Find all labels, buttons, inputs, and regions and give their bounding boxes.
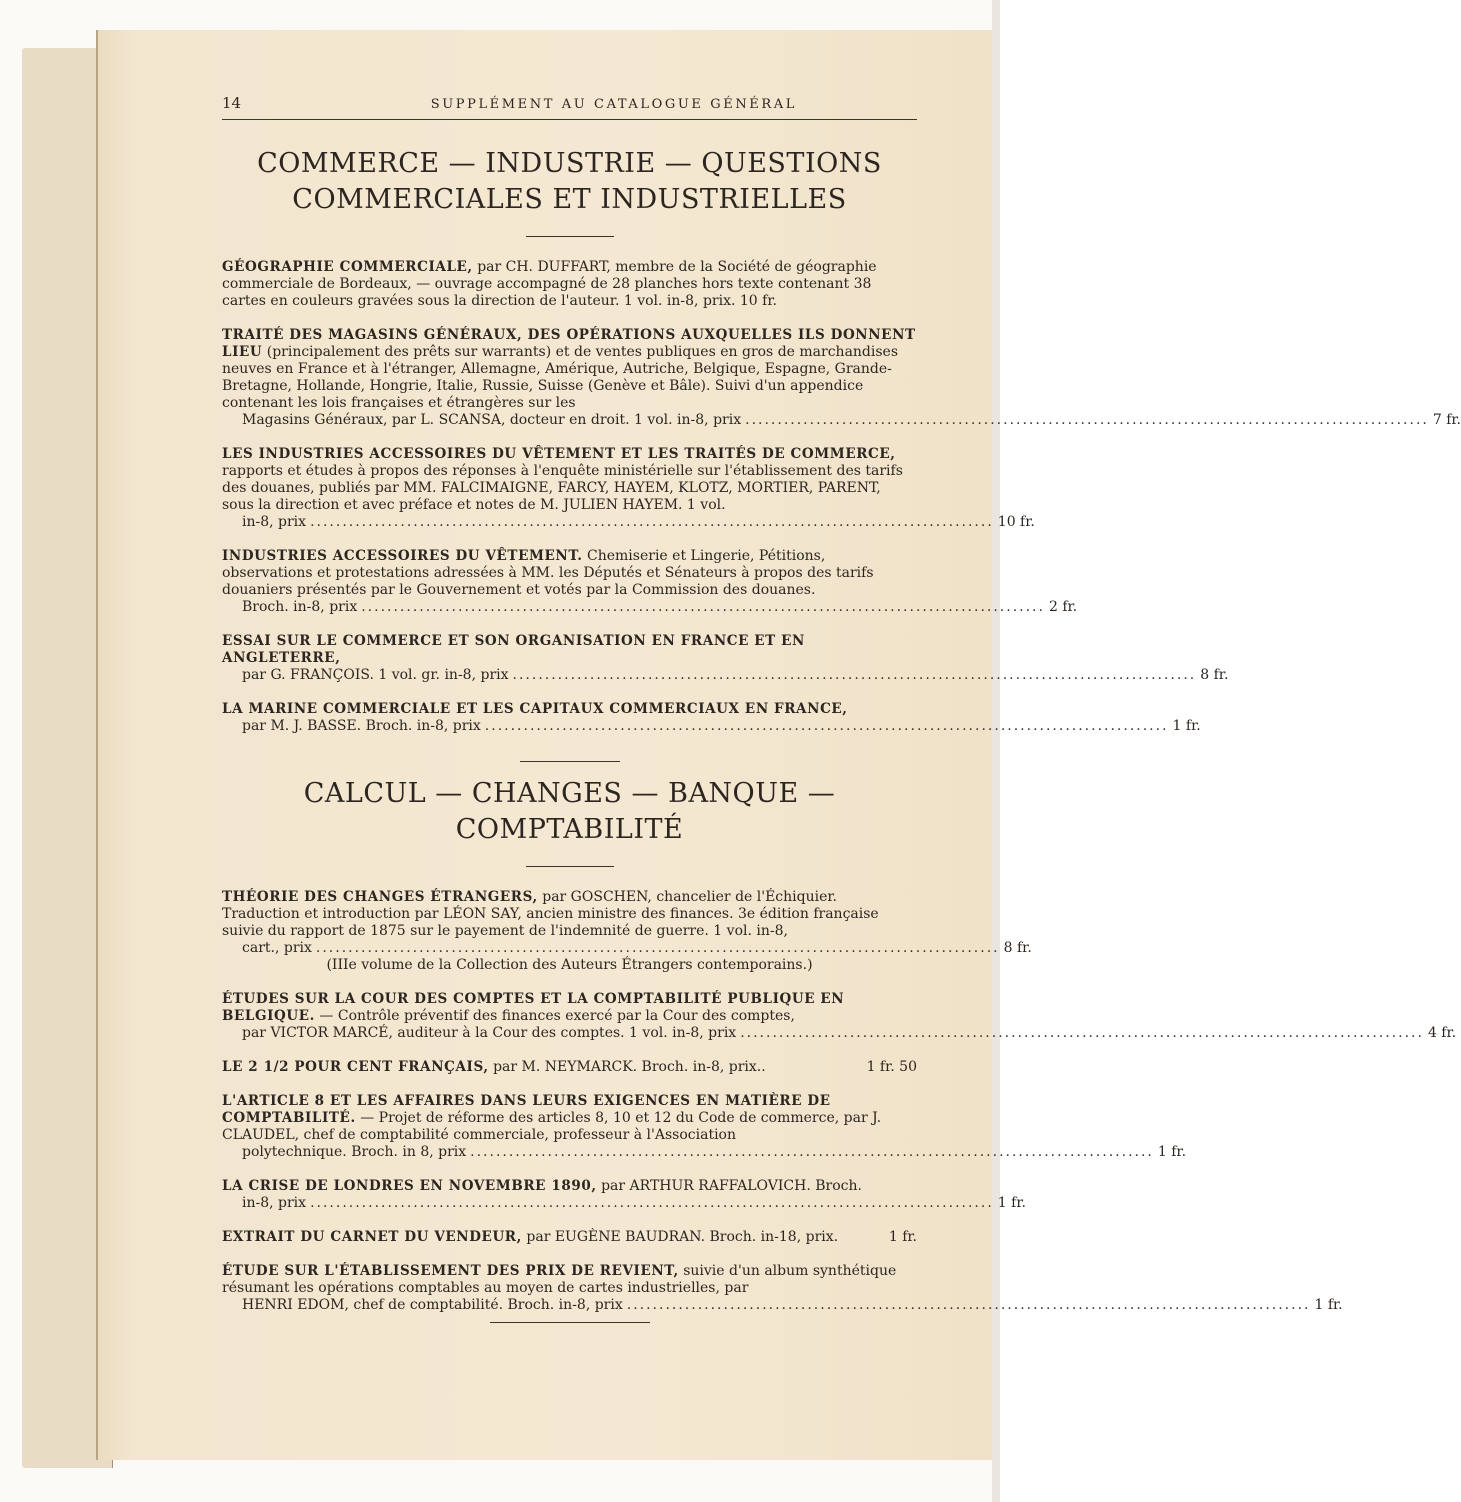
catalogue-entry — [222, 1093, 1187, 1161]
entry-heading: THÉORIE DES CHANGES ÉTRANGERS, — [222, 889, 538, 905]
price-label: par M. J. BASSE. Broch. in-8, prix — [242, 718, 481, 734]
entry-heading: INDUSTRIES ACCESSOIRES DU VÊTEMENT. — [222, 548, 583, 564]
price-label: polytechnique. Broch. in 8, prix — [242, 1144, 467, 1160]
catalogue-entry — [222, 991, 1457, 1042]
price-label: cart., prix — [242, 940, 312, 956]
dot-leader: .......................................................................................................... — [315, 940, 1000, 956]
entry-heading: LA CRISE DE LONDRES EN NOVEMBRE 1890, — [222, 1178, 597, 1194]
header-rule — [222, 119, 917, 120]
price-line — [222, 1059, 917, 1076]
price-label: HENRI EDOM, chef de comptabilité. Broch. in-8, prix — [242, 1297, 623, 1313]
price-label: Magasins Généraux, par L. SCANSA, docteur en droit. 1 vol. in-8, prix — [242, 412, 742, 428]
catalogue-entry — [222, 633, 1229, 684]
section-separator — [520, 761, 620, 762]
price: 1 fr. 50 — [866, 1059, 917, 1075]
entry-body: suivie d'un album synthétique résumant les opérations comptables au moyen de cartes industrielles, par — [222, 1263, 897, 1296]
entry-heading: LE 2 1/2 POUR CENT FRANÇAIS, — [222, 1059, 489, 1075]
price: 2 fr. — [1048, 599, 1078, 615]
dot-leader: .......................................................................................................... — [745, 412, 1429, 428]
entry-body: par ARTHUR RAFFALOVICH. Broch. — [601, 1178, 862, 1194]
catalogue-entry — [222, 889, 1032, 974]
price: 1 fr. — [997, 1195, 1026, 1211]
price: 1 fr. — [1172, 718, 1201, 734]
price-label: par G. FRANÇOIS. 1 vol. gr. in-8, prix — [242, 667, 509, 683]
price-label: par EUGÈNE BAUDRAN. Broch. in-18, prix. — [526, 1229, 839, 1245]
price-label: par VICTOR MARCÉ, auditeur à la Cour des comptes. 1 vol. in-8, prix — [242, 1025, 737, 1041]
entry-heading: LA MARINE COMMERCIALE ET LES CAPITAUX COMMERCIAUX EN FRANCE, — [222, 701, 848, 717]
series-note: (IIIe volume de la Collection des Auteurs Étrangers contemporains.) — [326, 957, 813, 973]
scan-margin — [992, 0, 1000, 1502]
catalogue-entry — [222, 446, 1035, 531]
entry-heading: LES INDUSTRIES ACCESSOIRES DU VÊTEMENT ET LES TRAITÉS DE COMMERCE, — [222, 446, 896, 462]
page-number: 14 — [222, 94, 242, 112]
entry-heading: GÉOGRAPHIE COMMERCIALE, — [222, 259, 473, 275]
section-calcul — [222, 776, 1457, 1323]
catalogue-entry — [222, 548, 1078, 616]
price: 10 fr. — [997, 514, 1035, 530]
closing-rule — [490, 1322, 650, 1323]
entry-heading: ÉTUDES SUR LA COUR DES COMPTES ET LA COMPTABILITÉ PUBLIQUE EN BELGIQUE. — [222, 991, 845, 1024]
section-separator — [526, 236, 614, 237]
catalogue-entry — [222, 1263, 1343, 1323]
price: 4 fr. — [1427, 1025, 1457, 1041]
price-label: in-8, prix — [242, 514, 307, 530]
entry-body: — Contrôle préventif des finances exercé par la Cour des comptes, — [319, 1008, 795, 1024]
price-line — [222, 940, 1032, 957]
dot-leader: .......................................................................................................... — [310, 514, 994, 530]
price-line — [222, 718, 1201, 735]
entry-heading: EXTRAIT DU CARNET DU VENDEUR, — [222, 1229, 522, 1245]
entry-body: Chemiserie et Lingerie, Pétitions, observations et protestations adressées à MM. les Députés et Sénateurs à propos des tarifs douaniers présentés par le Gouvernement et votés par la Commission des douanes. — [222, 548, 874, 598]
price-line — [222, 1297, 1343, 1314]
price-line — [222, 1195, 1026, 1212]
dot-leader: .......................................................................................................... — [484, 718, 1169, 734]
entry-body: par GOSCHEN, chancelier de l'Échiquier. Traduction et introduction par LÉON SAY, ancien ministre des finances. 3e édition française suivie du rapport de 1875 sur le payement de l'indemnité de guerre. 1 vol. in-8, — [222, 889, 879, 939]
price: 8 fr. — [1003, 940, 1032, 956]
price-label: par M. NEYMARCK. Broch. in-8, prix.. — [493, 1059, 766, 1075]
price: 7 fr. — [1432, 412, 1461, 428]
price-label: Broch. in-8, prix — [242, 599, 358, 615]
price-line — [222, 599, 1078, 616]
entry-heading: L'ARTICLE 8 ET LES AFFAIRES DANS LEURS EXIGENCES EN MATIÈRE DE COMPTABILITÉ. — [222, 1093, 831, 1126]
catalogue-entry — [222, 1178, 1026, 1212]
entry-heading: TRAITÉ DES MAGASINS GÉNÉRAUX, DES OPÉRATIONS AUXQUELLES ILS DONNENT LIEU — [222, 327, 916, 360]
entry-heading: ESSAI SUR LE COMMERCE ET SON ORGANISATION EN FRANCE ET EN ANGLETERRE, — [222, 633, 805, 666]
running-header — [222, 95, 917, 113]
dot-leader: .......................................................................................................... — [361, 599, 1045, 615]
price-line — [222, 514, 1035, 531]
entry-body: rapports et études à propos des réponses à l'enquête ministérielle sur l'établissement des tarifs des douanes, publiés par MM. FALCIMAIGNE, FARCY, HAYEM, KLOTZ, MORTIER, PARENT, sous la direction et avec préface et notes de M. JULIEN HAYEM. 1 vol. — [222, 463, 903, 513]
price-line — [222, 1025, 1457, 1042]
price-line — [222, 412, 1461, 429]
catalogue-entry — [222, 1059, 917, 1076]
catalogue-entry — [222, 327, 1461, 429]
price-label: in-8, prix — [242, 1195, 307, 1211]
section-separator — [526, 866, 614, 867]
catalogue-entry — [222, 701, 1201, 735]
price: 1 fr. — [1157, 1144, 1187, 1160]
dot-leader: .......................................................................................................... — [740, 1025, 1424, 1041]
price: 1 fr. — [1314, 1297, 1343, 1313]
entry-body: par CH. DUFFART, membre de la Société de géographie commerciale de Bordeaux, — ouvrage accompagné de 28 planches hors texte contenant 38 cartes en couleurs gravées sous la direction de l'auteur. 1 vol. in-8, prix. 10 fr. — [222, 259, 877, 309]
dot-leader: .......................................................................................................... — [626, 1297, 1311, 1313]
price-line — [222, 1229, 917, 1246]
section-title-line: COMMERCIALES ET INDUSTRIELLES — [292, 184, 847, 215]
price-line — [222, 667, 1229, 684]
page-content — [222, 94, 1461, 1340]
catalogue-entry — [222, 1229, 917, 1246]
entry-body: (principalement des prêts sur warrants) et de ventes publiques en gros de marchandises neuves en France et à l'étranger, Allemagne, Amérique, Autriche, Belgique, Espagne, Grande-Bretagne, Hollande, Hongrie, Italie, Russie, Suisse (Genève et Bâle). Suivi d'un appendice contenant les lois françaises et étrangères sur les — [222, 344, 899, 411]
entry-heading: ÉTUDE SUR L'ÉTABLISSEMENT DES PRIX DE REVIENT, — [222, 1263, 679, 1279]
price: 8 fr. — [1200, 667, 1229, 683]
catalogue-entry — [222, 259, 917, 310]
price-line — [222, 1144, 1187, 1161]
dot-leader: .......................................................................................................... — [470, 1144, 1154, 1160]
section-title-line: COMMERCE — INDUSTRIE — QUESTIONS — [257, 148, 882, 179]
dot-leader: .......................................................................................................... — [310, 1195, 994, 1211]
section-title-line: CALCUL — CHANGES — BANQUE — COMPTABILITÉ — [303, 778, 836, 845]
section-commerce — [222, 146, 1461, 735]
running-title: SUPPLÉMENT AU CATALOGUE GÉNÉRAL — [430, 97, 797, 112]
entry-body: — Projet de réforme des articles 8, 10 et 12 du Code de commerce, par J. CLAUDEL, chef de comptabilité commerciale, professeur à l'Association — [222, 1110, 882, 1143]
price: 1 fr. — [888, 1229, 917, 1245]
dot-leader: .......................................................................................................... — [512, 667, 1197, 683]
